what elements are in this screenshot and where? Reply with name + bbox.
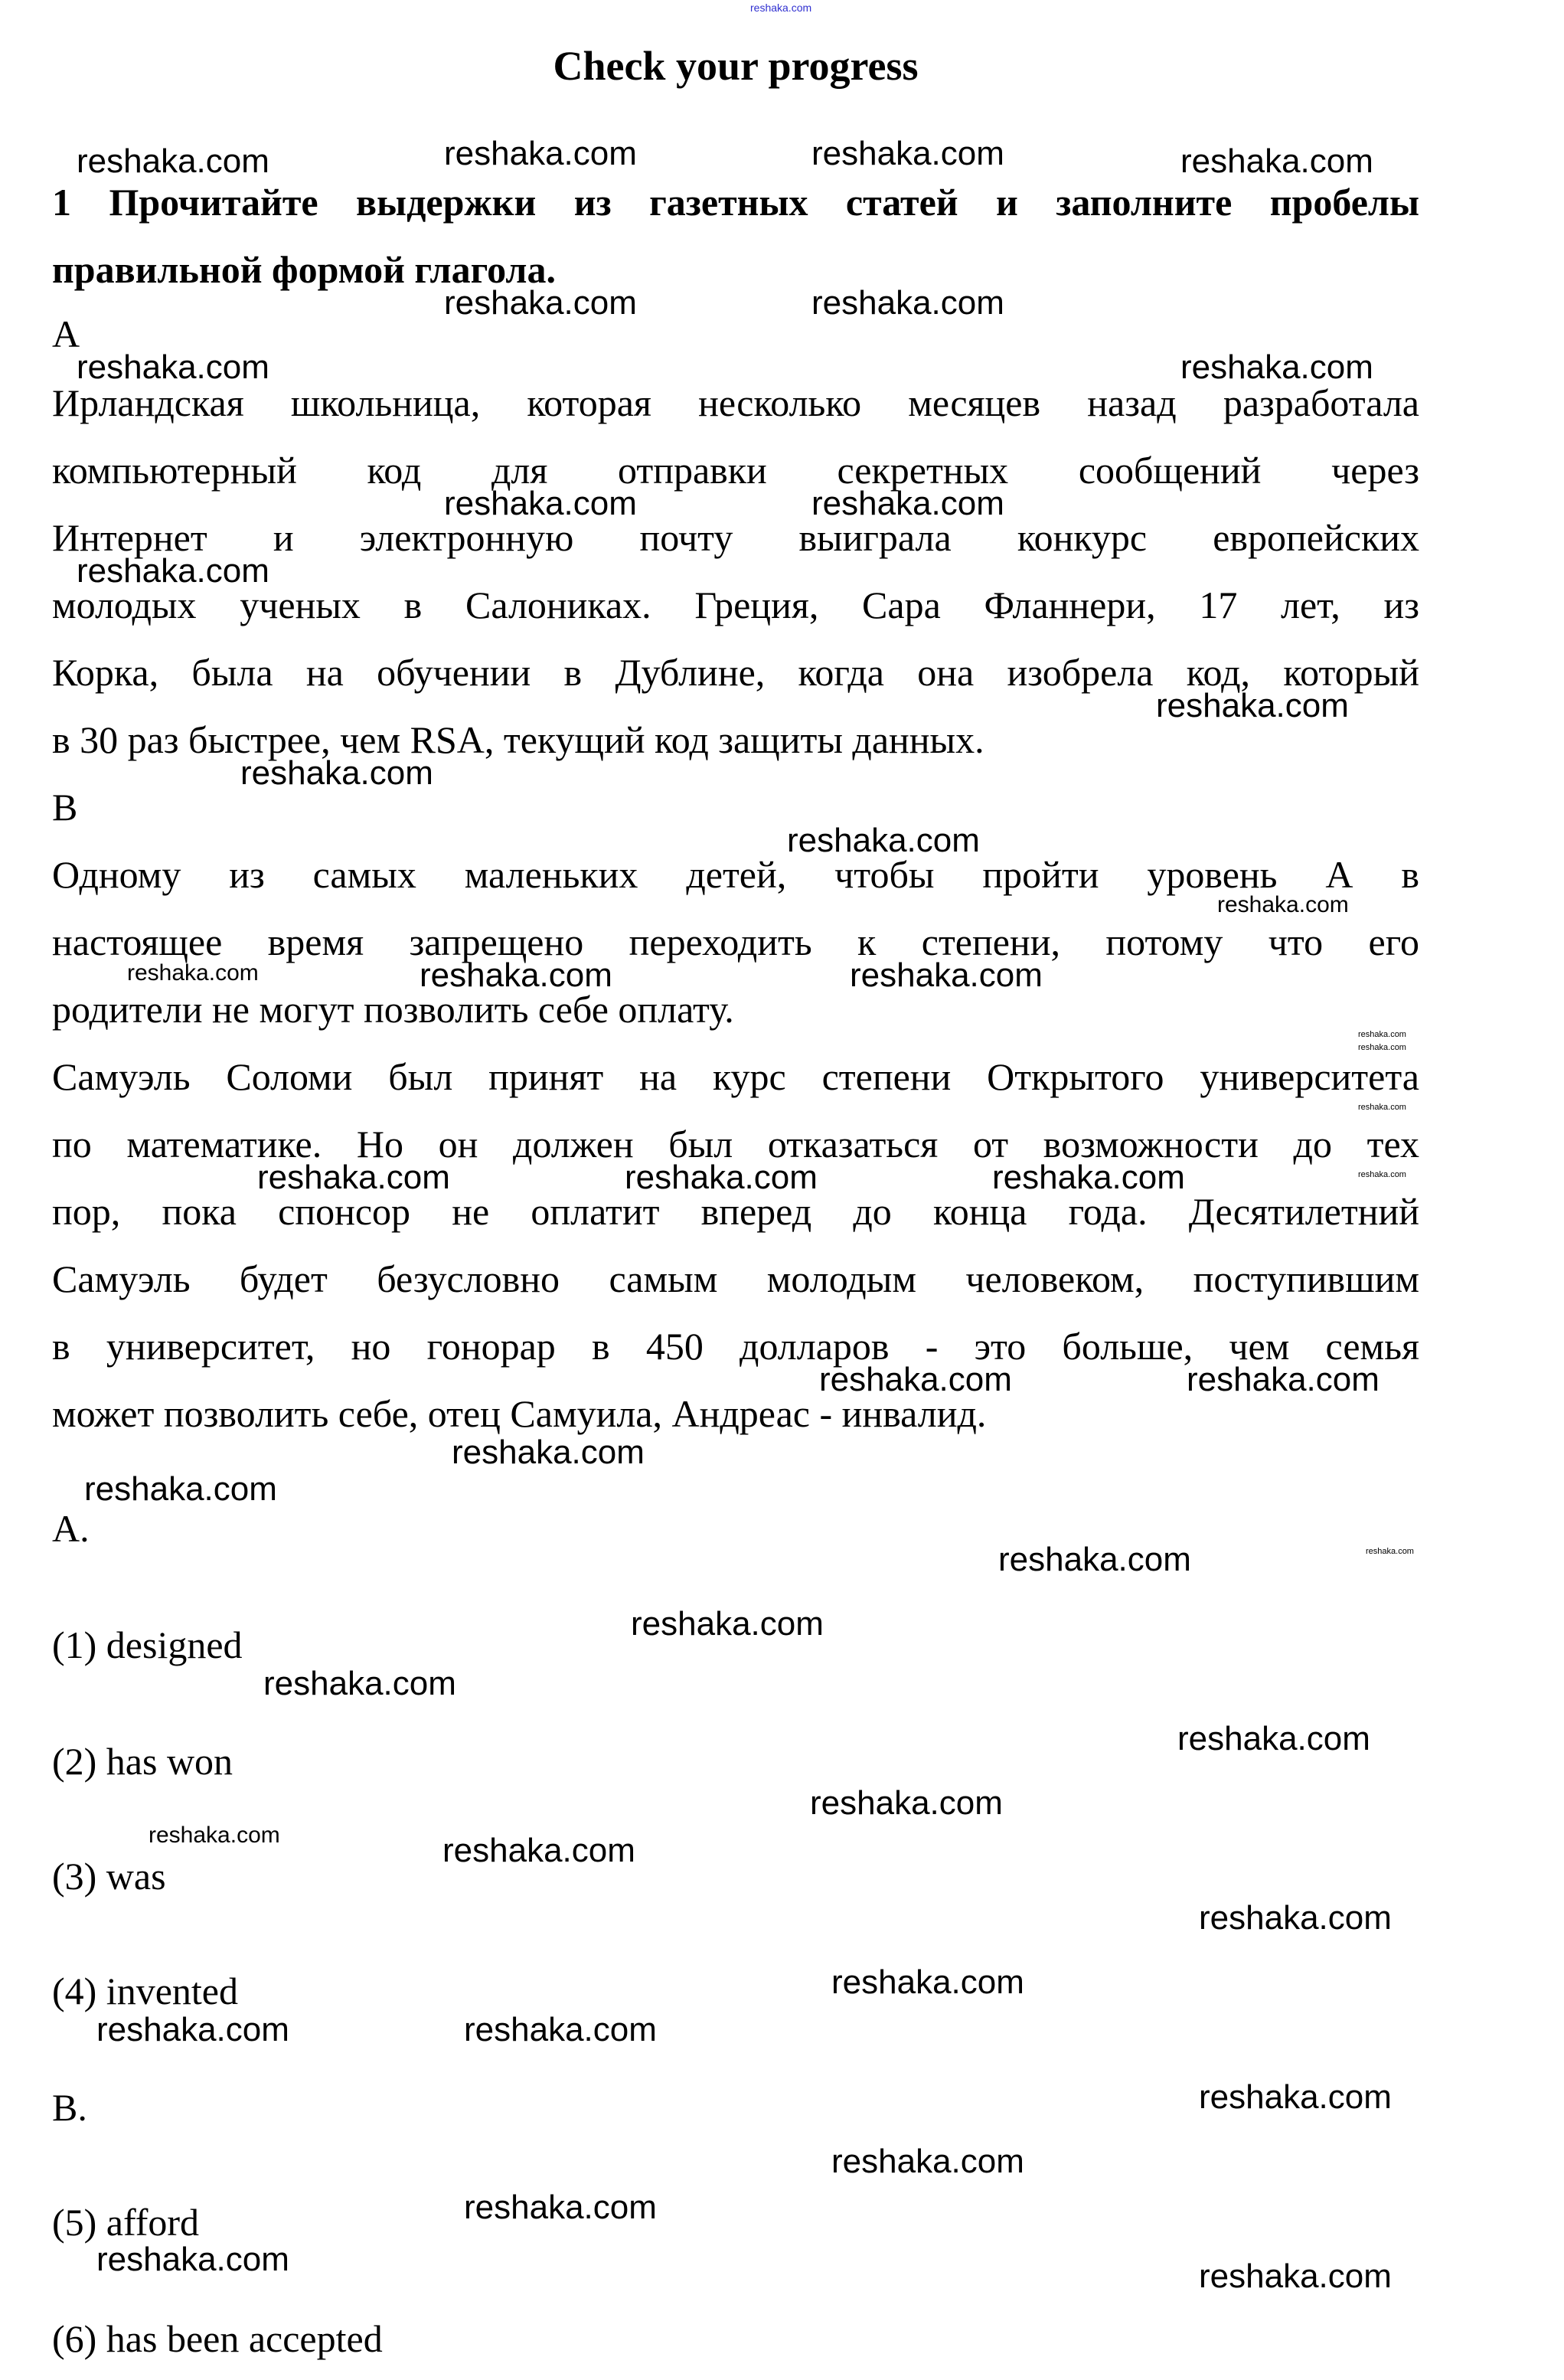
paragraph-line: Интернет и электронную почту выиграла конкурс европейских [52, 516, 1419, 559]
watermark: reshaka.com [96, 2241, 289, 2278]
paragraph-line: Ирландская школьница, которая несколько месяцев назад разработала [52, 381, 1419, 424]
answer-item: (4) invented [52, 1970, 238, 2012]
watermark: reshaka.com [464, 2011, 657, 2048]
section-label-b: B [52, 786, 78, 829]
watermark: reshaka.com [127, 960, 259, 986]
watermark: reshaka.com [452, 1434, 645, 1471]
paragraph-line: Самуэль будет безусловно самым молодым человеком, поступившим [52, 1257, 1419, 1300]
watermark: reshaka.com [811, 284, 1004, 322]
watermark: reshaka.com [1358, 1043, 1406, 1052]
watermark: reshaka.com [831, 1963, 1024, 2001]
paragraph-line: родители не могут позволить себе оплату. [52, 988, 734, 1031]
task-heading: правильной формой глагола. [52, 248, 556, 291]
answer-item: (3) was [52, 1855, 166, 1898]
paragraph-line: настоящее время запрещено переходить к степени, потому что его [52, 920, 1419, 963]
task-heading: 1 Прочитайте выдержки из газетных статей и заполните пробелы [52, 181, 1419, 224]
watermark: reshaka.com [257, 1159, 450, 1196]
watermark: reshaka.com [1358, 1030, 1406, 1039]
watermark: reshaka.com [811, 135, 1004, 172]
watermark: reshaka.com [444, 284, 637, 322]
watermark: reshaka.com [1187, 1361, 1380, 1398]
paragraph-line: Одному из самых маленьких детей, чтобы пройти уровень А в [52, 853, 1419, 896]
watermark: reshaka.com [96, 2011, 289, 2048]
watermark: reshaka.com [787, 822, 980, 859]
watermark: reshaka.com [442, 1832, 635, 1869]
watermark: reshaka.com [1366, 1547, 1414, 1556]
paragraph-line: молодых ученых в Салониках. Греция, Сара Фланнери, 17 лет, из [52, 584, 1419, 626]
watermark: reshaka.com [992, 1159, 1185, 1196]
watermark: reshaka.com [77, 552, 269, 590]
watermark: reshaka.com [810, 1784, 1003, 1822]
watermark: reshaka.com [1180, 142, 1373, 180]
watermark: reshaka.com [1358, 1103, 1406, 1112]
watermark: reshaka.com [1177, 1720, 1370, 1757]
watermark: reshaka.com [263, 1665, 456, 1702]
paragraph-line: может позволить себе, отец Самуила, Андреас - инвалид. [52, 1392, 987, 1435]
watermark-top: reshaka.com [750, 2, 812, 14]
watermark: reshaka.com [444, 485, 637, 522]
watermark: reshaka.com [84, 1470, 277, 1508]
answer-item: B. [52, 2086, 87, 2129]
watermark: reshaka.com [464, 2189, 657, 2226]
watermark: reshaka.com [1217, 892, 1349, 917]
answer-item: A. [52, 1507, 90, 1550]
paragraph-line: Корка, была на обучении в Дублине, когда она изобрела код, который [52, 651, 1419, 694]
paragraph-line: по математике. Но он должен был отказаться от возможности до тех [52, 1123, 1419, 1165]
watermark: reshaka.com [850, 956, 1043, 994]
watermark: reshaka.com [631, 1605, 824, 1643]
answer-item: (1) designed [52, 1623, 243, 1666]
watermark: reshaka.com [77, 348, 269, 386]
watermark: reshaka.com [1199, 1899, 1392, 1937]
watermark: reshaka.com [1199, 2257, 1392, 2295]
section-label-a: A [52, 312, 80, 355]
watermark: reshaka.com [1180, 348, 1373, 386]
watermark: reshaka.com [998, 1541, 1191, 1578]
page-title: Check your progress [553, 43, 919, 89]
paragraph-line: в 30 раз быстрее, чем RSA, текущий код защиты данных. [52, 718, 984, 761]
watermark: reshaka.com [819, 1361, 1012, 1398]
paragraph-line: Самуэль Соломи был принят на курс степени Открытого университета [52, 1055, 1419, 1098]
answer-item: (6) has been accepted [52, 2317, 383, 2360]
watermark: reshaka.com [420, 956, 612, 994]
watermark: reshaka.com [1156, 687, 1349, 724]
answer-item: (5) afford [52, 2201, 200, 2244]
watermark: reshaka.com [1199, 2078, 1392, 2116]
answer-item: (2) has won [52, 1740, 233, 1783]
watermark: reshaka.com [77, 142, 269, 180]
watermark: reshaka.com [831, 2143, 1024, 2180]
watermark: reshaka.com [240, 754, 433, 792]
watermark: reshaka.com [625, 1159, 818, 1196]
watermark: reshaka.com [811, 485, 1004, 522]
paragraph-line: компьютерный код для отправки секретных сообщений через [52, 449, 1419, 492]
watermark: reshaka.com [444, 135, 637, 172]
paragraph-line: пор, пока спонсор не оплатит вперед до конца года. Десятилетний [52, 1190, 1419, 1233]
paragraph-line: в университет, но гонорар в 450 долларов - это больше, чем семья [52, 1325, 1419, 1368]
watermark: reshaka.com [1358, 1170, 1406, 1179]
watermark: reshaka.com [149, 1823, 280, 1848]
